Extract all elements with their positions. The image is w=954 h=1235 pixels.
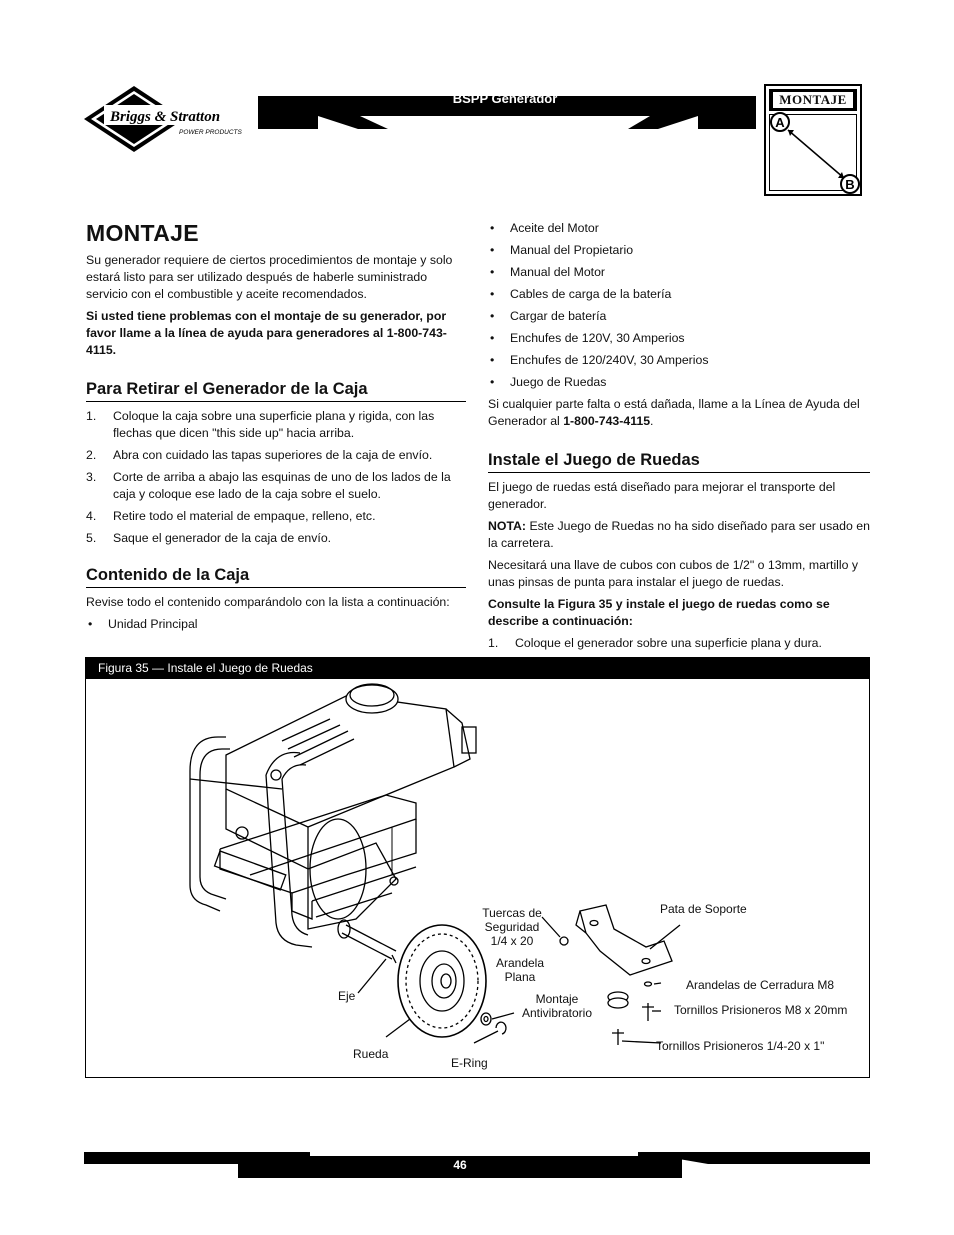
- list-item: • Enchufes de 120/240V, 30 Amperios: [488, 352, 870, 369]
- list-item: • Cables de carga de la batería: [488, 286, 870, 303]
- label-rueda: Rueda: [353, 1047, 389, 1061]
- tools-paragraph: Necesitará una llave de cubos con cubos de 1/2" o 13mm, martillo y unas pinsas de punta para instalar el juego de ruedas.: [488, 558, 859, 589]
- label-arandela-plana: Arandela Plana: [495, 956, 545, 984]
- page-number: 46: [453, 1158, 467, 1172]
- intro-paragraph: Su generador requiere de ciertos procedimientos de montaje y solo estará listo para ser utilizado después de haberle suministrado servicio con el combustible y aceite recomendados.: [86, 253, 453, 301]
- briggs-stratton-logo: [82, 84, 254, 154]
- missing-parts-paragraph: Si cualquier parte falta o está dañada, llame a la Línea de Ayuda del Generador al 1-800-743-4115.: [488, 397, 860, 428]
- label-tornillos-m8: Tornillos Prisioneros M8 x 20mm: [674, 1003, 848, 1017]
- left-column: [86, 218, 466, 638]
- label-eje: Eje: [338, 989, 356, 1003]
- wheels-note: NOTA: Este Juego de Ruedas no ha sido diseñado para ser usado en la carretera.: [488, 519, 870, 550]
- contents-heading: Contenido de la Caja: [86, 565, 466, 588]
- remove-steps: [86, 408, 466, 547]
- contents-list: [86, 616, 466, 633]
- page-title: MONTAJE: [86, 220, 199, 246]
- list-item: • Aceite del Motor: [488, 220, 870, 237]
- help-paragraph: Si usted tiene problemas con el montaje de su generador, por favor llame a la línea de ayuda para generadores al 1-800-743-4115.: [86, 309, 447, 357]
- list-item: 1. Coloque el generador sobre una superficie plana y dura.: [488, 636, 822, 650]
- brand-sub: POWER PRODUCTS: [179, 129, 242, 136]
- list-item: 5. Saque el generador de la caja de envío.: [86, 531, 332, 545]
- figure-reference: Consulte la Figura 35 y instale el juego de ruedas como se describe a continuación:: [488, 597, 830, 628]
- label-montaje: Montaje Antivibratorio: [521, 992, 593, 1020]
- wheels-intro: El juego de ruedas está diseñado para mejorar el transporte del generador.: [488, 480, 836, 511]
- label-pata-soporte: Pata de Soporte: [660, 902, 747, 916]
- brand-name: Briggs & Stratton: [110, 109, 221, 125]
- list-item: 4. Retire todo el material de empaque, relleno, etc.: [86, 509, 376, 523]
- section-icon-label: MONTAJE: [772, 91, 854, 109]
- label-arandelas-cerradura: Arandelas de Cerradura M8: [686, 978, 835, 992]
- right-column: [488, 220, 870, 657]
- remove-heading: Para Retirar el Generador de la Caja: [86, 379, 466, 402]
- note-label: NOTA:: [488, 519, 527, 533]
- figure-caption: Figura 35 — Instale el Juego de Ruedas: [86, 658, 869, 679]
- point-a-label: A: [775, 115, 785, 130]
- list-item: 2. Abra con cuidado las tapas superiores de la caja de envío.: [86, 448, 433, 462]
- point-b-label: B: [845, 177, 855, 192]
- list-item: • Cargar de batería: [488, 308, 870, 325]
- list-item: 1. Coloque la caja sobre una superficie plana y rigida, con las flechas que dicen "this side up" hacia arriba.: [86, 409, 435, 440]
- figure-35: [85, 657, 870, 1078]
- label-tuercas: Tuercas de Seguridad 1/4 x 20: [482, 906, 542, 948]
- list-item: • Manual del Propietario: [488, 242, 870, 259]
- montaje-section-icon: [764, 84, 862, 196]
- wheels-heading: Instale el Juego de Ruedas: [488, 450, 870, 473]
- wheels-steps: [488, 635, 870, 652]
- list-item: • Juego de Ruedas: [488, 374, 870, 391]
- list-item: • Unidad Principal: [86, 616, 466, 633]
- header-title: BSPP Generador: [452, 91, 558, 106]
- label-e-ring: E-Ring: [451, 1056, 488, 1070]
- contents-intro: Revise todo el contenido comparándolo con la lista a continuación:: [86, 595, 450, 609]
- list-item: • Manual del Motor: [488, 264, 870, 281]
- contents-list-continued: [488, 220, 870, 391]
- list-item: • Enchufes de 120V, 30 Amperios: [488, 330, 870, 347]
- list-item: 3. Corte de arriba a abajo las esquinas de uno de los lados de la caja y coloque ese lado de la caja sobre el suelo.: [86, 470, 451, 501]
- label-tornillos-14: Tornillos Prisioneros 1/4-20 x 1": [656, 1039, 825, 1053]
- helpline-phone: 1-800-743-4115: [563, 414, 651, 428]
